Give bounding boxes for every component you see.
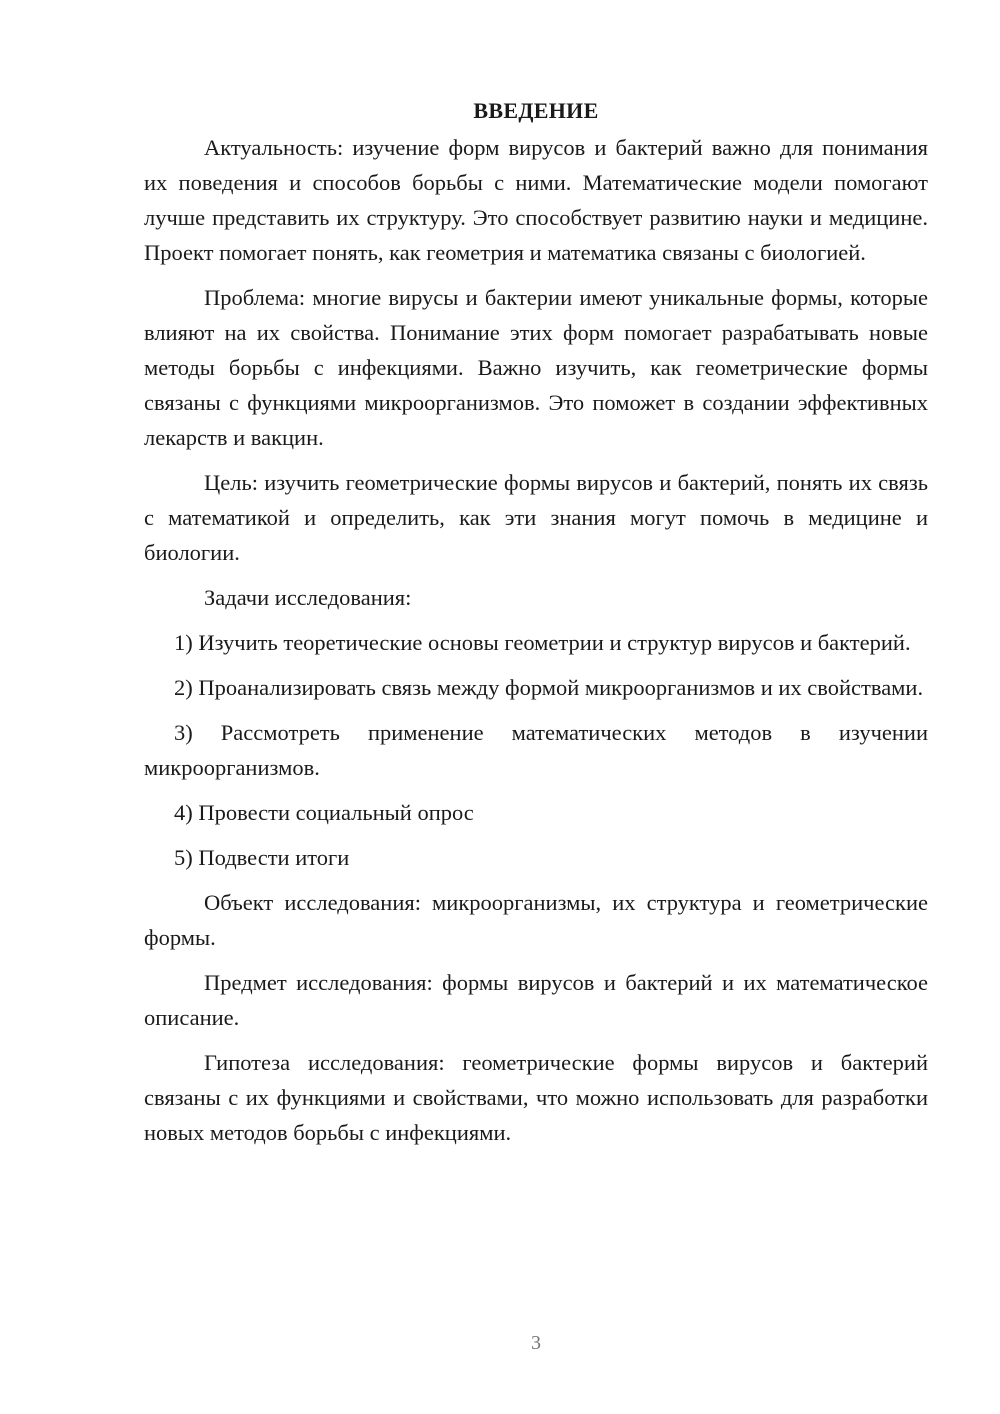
relevance-paragraph: Актуальность: изучение форм вирусов и бактерий важно для понимания их поведения и способов борьбы с ними. Математические модели помогают лучше представить их структуру. Это способствует развитию науки и медицине. Проект помогает понять, как геометрия и математика связаны с биологией. bbox=[144, 135, 928, 265]
page-title: ВВЕДЕНИЕ bbox=[473, 98, 599, 123]
problem-paragraph: Проблема: многие вирусы и бактерии имеют уникальные формы, которые влияют на их свойства. Понимание этих форм помогает разрабатывать новые методы борьбы с инфекциями. Важно изучить, как геометрические формы связаны с функциями микроорганизмов. Это поможет в создании эффективных лекарств и вакцин. bbox=[144, 285, 928, 450]
page-number: 3 bbox=[531, 1332, 541, 1354]
task-item-1: 1) Изучить теоретические основы геометрии и структур вирусов и бактерий. bbox=[174, 630, 911, 655]
task-item-3: 3) Рассмотреть применение математических методов в изучении микроорганизмов. bbox=[144, 720, 928, 780]
hypothesis-paragraph: Гипотеза исследования: геометрические формы вирусов и бактерий связаны с их функциями и свойствами, что можно использовать для разработки новых методов борьбы с инфекциями. bbox=[144, 1050, 928, 1145]
task-item-2: 2) Проанализировать связь между формой микроорганизмов и их свойствами. bbox=[174, 675, 924, 700]
tasks-heading: Задачи исследования: bbox=[204, 585, 412, 610]
goal-paragraph: Цель: изучить геометрические формы вирусов и бактерий, понять их связь с математикой и определить, как эти знания могут помочь в медицине и биологии. bbox=[144, 470, 928, 565]
task-item-5: 5) Подвести итоги bbox=[174, 845, 350, 870]
object-paragraph: Объект исследования: микроорганизмы, их структура и геометрические формы. bbox=[144, 890, 928, 950]
document-page bbox=[144, 96, 928, 1160]
subject-paragraph: Предмет исследования: формы вирусов и бактерий и их математическое описание. bbox=[144, 970, 928, 1030]
task-item-4: 4) Провести социальный опрос bbox=[174, 800, 474, 825]
